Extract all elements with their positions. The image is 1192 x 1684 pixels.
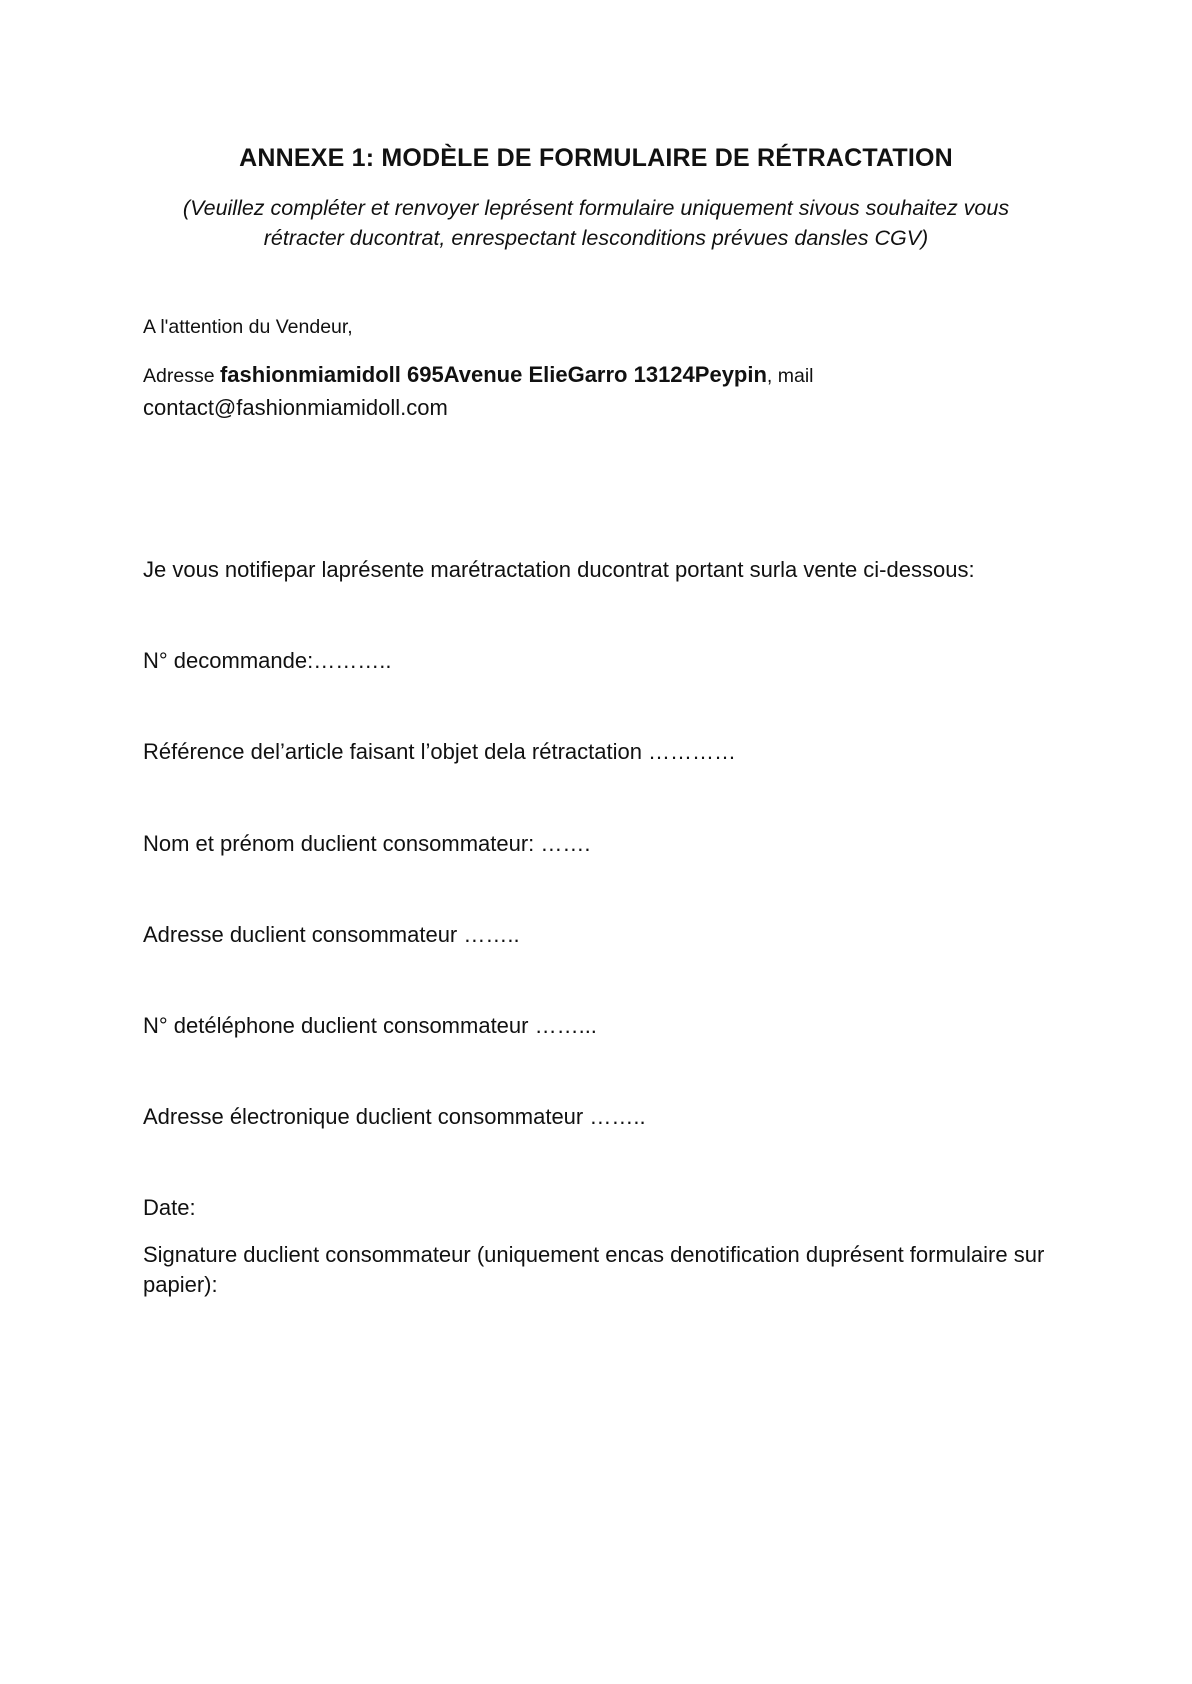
seller-address-block <box>143 359 1043 425</box>
seller-email: contact@fashionmiamidoll.com <box>143 395 448 420</box>
date-field: Date: <box>143 1195 196 1220</box>
customer-phone-field: N° detéléphone duclient consommateur ……... <box>143 1013 597 1038</box>
mail-label: , mail <box>766 365 814 387</box>
customer-name-field: Nom et prénom duclient consommateur: ……. <box>143 831 591 856</box>
document-title: ANNEXE 1: MODÈLE DE FORMULAIRE DE RÉTRACTATION <box>239 144 953 172</box>
seller-address: fashionmiamidoll 695Avenue ElieGarro 13124Peypin <box>219 362 767 387</box>
order-number-field: N° decommande:……….. <box>143 648 392 673</box>
document-subtitle: (Veuillez compléter et renvoyer leprésent formulaire uniquement sivous souhaitez vous rétracter ducontrat, enrespectant lesconditions prévues dansles CGV) <box>182 196 1010 250</box>
article-reference-field: Référence del’article faisant l’objet dela rétractation ………… <box>143 739 737 764</box>
signature-field: Signature duclient consommateur (uniquement encas denotification duprésent formulaire sur papier): <box>143 1242 1045 1297</box>
attention-line: A l'attention du Vendeur, <box>143 316 353 338</box>
customer-address-field: Adresse duclient consommateur …….. <box>143 922 520 947</box>
address-prefix: Adresse <box>143 365 220 387</box>
customer-email-field: Adresse électronique duclient consommateur …….. <box>143 1104 646 1129</box>
notification-text: Je vous notifiepar laprésente marétractation ducontrat portant surla vente ci-dessous: <box>143 557 975 582</box>
